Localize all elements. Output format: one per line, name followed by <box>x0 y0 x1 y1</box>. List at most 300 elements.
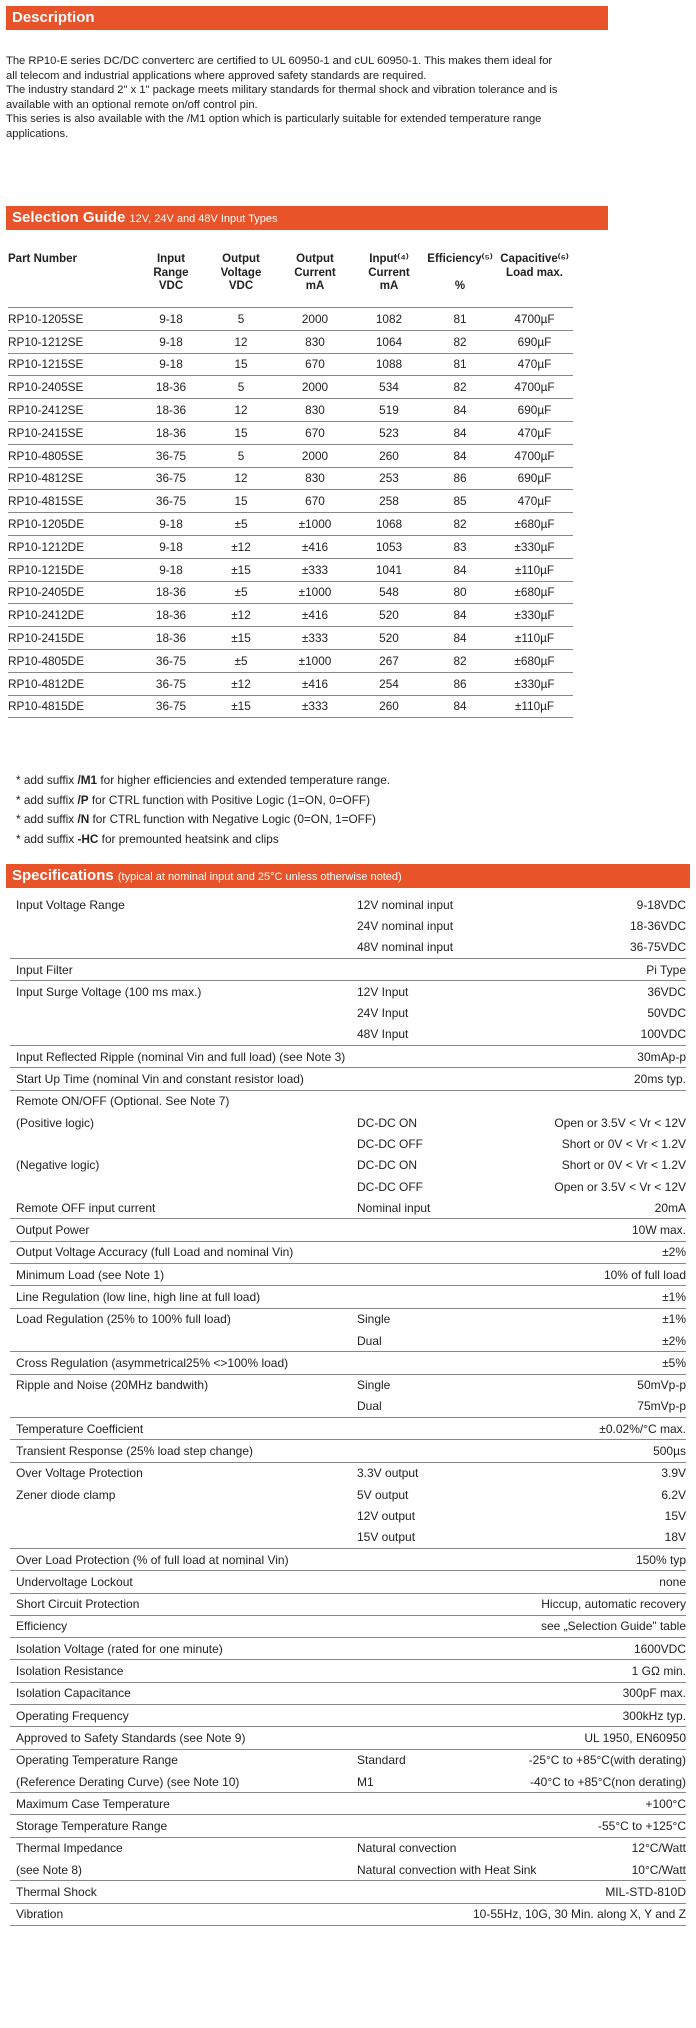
spec-line <box>10 1793 686 1814</box>
spec-condition: M1 <box>357 1774 374 1789</box>
spec-value: 30mAp-p <box>637 1049 686 1064</box>
spec-value: -25°C to +85°C(with derating) <box>528 1753 686 1768</box>
suffix-note <box>16 791 390 811</box>
specifications-subheading: (typical at nominal input and 25°C unless otherwise noted) <box>117 871 402 883</box>
spec-label: Thermal Shock <box>16 1885 97 1899</box>
note-prefix: * add suffix <box>16 831 78 846</box>
table-cell: RP10-2415SE <box>8 425 84 440</box>
spec-label: Isolation Capacitance <box>16 1686 131 1701</box>
description-text <box>6 54 606 141</box>
table-cell: 2000 <box>301 311 329 326</box>
table-cell: 267 <box>379 653 399 668</box>
spec-group <box>10 1727 686 1749</box>
spec-label: Short Circuit Protection <box>16 1597 140 1612</box>
spec-label: Cross Regulation (asymmetrical25% <>100% load) <box>16 1355 289 1370</box>
selection-guide-body <box>8 307 573 717</box>
spec-condition: 24V nominal input <box>357 918 454 933</box>
spec-line <box>10 1505 686 1526</box>
table-row <box>8 649 573 672</box>
table-cell: 519 <box>379 403 399 418</box>
spec-value: 75mVp-p <box>637 1399 686 1414</box>
table-cell: ±416 <box>301 608 329 623</box>
table-cell: 18-36 <box>155 631 187 646</box>
spec-value: 1 GΩ min. <box>631 1664 686 1679</box>
spec-group <box>10 1616 686 1638</box>
description-line: applications. <box>6 127 69 140</box>
table-cell: ±12 <box>231 539 251 554</box>
spec-value: 10W max. <box>631 1223 686 1238</box>
description-line: all telecom and industrial applications where approved safety standards are required. <box>6 69 427 82</box>
spec-group <box>10 959 686 981</box>
spec-label: (see Note 8) <box>16 1862 83 1877</box>
spec-condition: Natural convection with Heat Sink <box>357 1862 537 1877</box>
spec-condition: 15V output <box>357 1530 416 1545</box>
spec-label: Operating Temperature Range <box>16 1753 178 1768</box>
spec-label: Isolation Resistance <box>16 1664 124 1679</box>
table-cell: 36-75 <box>155 699 187 714</box>
table-cell: ±330µF <box>514 676 555 691</box>
suffix-note <box>16 830 390 850</box>
table-cell: 83 <box>453 539 467 554</box>
table-cell: 84 <box>453 448 467 463</box>
table-cell: 84 <box>453 425 467 440</box>
spec-value: ±2% <box>662 1333 686 1348</box>
spec-value: 10% of full load <box>603 1267 686 1282</box>
spec-line <box>10 1242 686 1263</box>
table-cell: 5 <box>237 448 245 463</box>
spec-label: Remote ON/OFF (Optional. See Note 7) <box>16 1094 230 1109</box>
column-header: Input Range VDC <box>153 253 189 292</box>
table-cell: 4700µF <box>514 448 555 463</box>
spec-line <box>10 1815 686 1836</box>
spec-group <box>10 981 686 1046</box>
table-cell: 18-36 <box>155 403 187 418</box>
spec-line <box>10 1091 686 1112</box>
table-cell: ±330µF <box>514 608 555 623</box>
specifications-header <box>6 864 690 888</box>
spec-value: Hiccup, automatic recovery <box>541 1597 686 1612</box>
table-cell: 2000 <box>301 380 329 395</box>
spec-group <box>10 1638 686 1660</box>
spec-label: Transient Response (25% load step change) <box>16 1444 254 1459</box>
spec-value: Open or 3.5V < Vr < 12V <box>554 1179 686 1194</box>
table-cell: 18-36 <box>155 380 187 395</box>
spec-value: 18V <box>664 1530 686 1545</box>
spec-line <box>10 1286 686 1307</box>
spec-value: 20ms typ. <box>633 1072 686 1087</box>
spec-line <box>10 1683 686 1704</box>
note-prefix: * add suffix <box>16 812 78 826</box>
table-cell: 36-75 <box>155 653 187 668</box>
table-cell: 260 <box>379 699 399 714</box>
spec-label: Start Up Time (nominal Vin and constant resistor load) <box>16 1072 304 1087</box>
spec-group <box>10 1881 686 1903</box>
description-header <box>6 6 608 30</box>
spec-group <box>10 1838 686 1882</box>
table-cell: 80 <box>453 585 467 600</box>
spec-label: Load Regulation (25% to 100% full load) <box>16 1312 231 1327</box>
spec-value: 10°C/Watt <box>631 1862 686 1877</box>
table-cell: ±416 <box>301 539 329 554</box>
spec-label: Operating Frequency <box>16 1708 129 1723</box>
table-cell: ±333 <box>301 562 329 577</box>
table-cell: ±416 <box>301 676 329 691</box>
spec-line <box>10 1616 686 1637</box>
spec-label: (Positive logic) <box>16 1115 95 1130</box>
spec-value: Short or 0V < Vr < 1.2V <box>561 1158 686 1173</box>
selection-guide-subheading: 12V, 24V and 48V Input Types <box>129 213 278 225</box>
note-text: for CTRL function with Negative Logic (0=ON, 1=OFF) <box>89 812 376 826</box>
spec-line <box>10 1330 686 1351</box>
table-cell: 830 <box>305 334 325 349</box>
column-header: Part Number <box>8 253 78 265</box>
spec-group <box>10 1242 686 1264</box>
table-cell: 82 <box>453 334 467 349</box>
spec-line <box>10 1396 686 1417</box>
spec-line <box>10 1309 686 1330</box>
spec-condition: DC-DC OFF <box>357 1136 423 1151</box>
spec-value: 300kHz typ. <box>622 1708 686 1723</box>
table-cell: 470µF <box>517 425 552 440</box>
table-cell: 4700µF <box>514 380 555 395</box>
spec-line <box>10 1112 686 1133</box>
spec-value: 18-36VDC <box>629 918 686 933</box>
table-cell: 1053 <box>375 539 403 554</box>
spec-line <box>10 1418 686 1439</box>
table-cell: 18-36 <box>155 425 187 440</box>
table-cell: 5 <box>237 380 245 395</box>
table-cell: 2000 <box>301 448 329 463</box>
spec-group <box>10 1463 686 1549</box>
table-cell: 1082 <box>375 311 403 326</box>
table-row <box>8 695 573 718</box>
spec-line <box>10 1155 686 1176</box>
spec-group <box>10 1264 686 1286</box>
note-text: for premounted heatsink and clips <box>98 831 279 846</box>
table-row <box>8 672 573 695</box>
table-cell: RP10-2405DE <box>8 585 85 600</box>
spec-line <box>10 1571 686 1592</box>
spec-condition: 3.3V output <box>357 1466 419 1481</box>
spec-line <box>10 1219 686 1240</box>
table-cell: ±5 <box>234 653 248 668</box>
table-cell: 18-36 <box>155 585 187 600</box>
spec-condition: DC-DC ON <box>357 1115 417 1130</box>
spec-value: 36-75VDC <box>629 940 686 955</box>
spec-line <box>10 1750 686 1771</box>
spec-value: none <box>659 1574 686 1589</box>
table-cell: 670 <box>305 425 325 440</box>
spec-label: Isolation Voltage (rated for one minute) <box>16 1641 223 1656</box>
spec-label: (Reference Derating Curve) (see Note 10) <box>16 1774 240 1789</box>
table-cell: 534 <box>379 380 399 395</box>
table-cell: 520 <box>379 608 399 623</box>
table-row <box>8 626 573 649</box>
spec-value: ±2% <box>662 1245 686 1260</box>
spec-value: 12°C/Watt <box>631 1841 686 1856</box>
note-prefix: * add suffix <box>16 773 78 787</box>
table-cell: ±680µF <box>514 653 555 668</box>
spec-line <box>10 1904 686 1925</box>
note-suffix-code: -HC <box>77 831 99 846</box>
table-cell: RP10-4812SE <box>8 471 84 486</box>
table-row <box>8 353 573 376</box>
specifications-table <box>10 894 686 1926</box>
note-prefix: * add suffix <box>16 792 78 807</box>
table-cell: 470µF <box>517 494 552 509</box>
spec-value: -55°C to +125°C <box>598 1819 686 1834</box>
table-cell: 36-75 <box>155 494 187 509</box>
column-header: Input⁽⁴⁾ Current mA <box>368 253 410 292</box>
spec-condition: 48V nominal input <box>357 940 454 955</box>
description-line: available with an optional remote on/off control pin. <box>6 98 258 111</box>
spec-line <box>10 1024 686 1045</box>
note-suffix-code: /N <box>77 812 90 826</box>
spec-value: 1600VDC <box>633 1641 686 1656</box>
table-row <box>8 512 573 535</box>
table-cell: ±12 <box>231 608 251 623</box>
table-cell: RP10-1215DE <box>8 562 85 577</box>
spec-label: Input Surge Voltage (100 ms max.) <box>16 984 202 999</box>
table-cell: ±1000 <box>298 653 332 668</box>
spec-line <box>10 1660 686 1681</box>
column-header: Efficiency⁽⁵⁾ % <box>427 253 493 292</box>
spec-label: Vibration <box>16 1907 64 1922</box>
spec-condition: 12V nominal input <box>357 897 454 912</box>
table-cell: ±110µF <box>514 699 555 714</box>
table-cell: 690µF <box>517 471 552 486</box>
spec-line <box>10 1463 686 1484</box>
spec-value: 3.9V <box>661 1466 686 1481</box>
table-row <box>8 603 573 626</box>
column-header: Output Current mA <box>294 253 336 292</box>
spec-group <box>10 1219 686 1241</box>
spec-value: -40°C to +85°C(non derating) <box>529 1774 686 1789</box>
table-cell: ±333 <box>301 631 329 646</box>
spec-group <box>10 1793 686 1815</box>
description-line: The RP10-E series DC/DC converterc are certified to UL 60950-1 and cUL 60950-1. This makes them ideal for <box>6 55 553 67</box>
spec-label: Output Power <box>16 1223 90 1238</box>
spec-label: Over Voltage Protection <box>16 1466 143 1481</box>
table-cell: 548 <box>379 585 399 600</box>
spec-line <box>10 1638 686 1659</box>
table-cell: 670 <box>305 357 325 372</box>
note-text: for higher efficiencies and extended temperature range. <box>97 773 391 787</box>
table-cell: 81 <box>453 357 467 372</box>
spec-line <box>10 1594 686 1615</box>
spec-value: Short or 0V < Vr < 1.2V <box>561 1136 686 1151</box>
spec-label: Output Voltage Accuracy (full Load and nominal Vin) <box>16 1245 294 1260</box>
spec-label: Ripple and Noise (20MHz bandwith) <box>16 1378 209 1393</box>
table-cell: 84 <box>453 562 467 577</box>
table-cell: RP10-1215SE <box>8 357 84 372</box>
spec-group <box>10 1046 686 1068</box>
table-cell: 36-75 <box>155 471 187 486</box>
table-cell: ±110µF <box>514 562 555 577</box>
description-line: This series is also available with the /M1 option which is particularly suitable for extended temperature range <box>6 113 542 125</box>
table-cell: 36-75 <box>155 676 187 691</box>
spec-label: Storage Temperature Range <box>16 1819 168 1834</box>
spec-line <box>10 1838 686 1859</box>
table-cell: 12 <box>234 403 248 418</box>
spec-line <box>10 1727 686 1748</box>
suffix-note <box>16 810 390 830</box>
spec-line <box>10 1197 686 1218</box>
spec-line <box>10 1352 686 1373</box>
spec-label: (Negative logic) <box>16 1158 100 1173</box>
spec-value: 150% typ <box>635 1552 686 1567</box>
table-cell: 82 <box>453 653 467 668</box>
table-cell: 84 <box>453 631 467 646</box>
table-row <box>8 467 573 490</box>
table-row <box>8 489 573 512</box>
spec-line <box>10 1068 686 1089</box>
suffix-notes <box>16 771 390 849</box>
table-cell: 84 <box>453 403 467 418</box>
spec-group <box>10 1286 686 1308</box>
table-row <box>8 535 573 558</box>
spec-line <box>10 959 686 980</box>
table-cell: 1068 <box>375 517 403 532</box>
table-cell: 86 <box>453 471 467 486</box>
spec-value: 300pF max. <box>622 1686 686 1701</box>
spec-group <box>10 1418 686 1440</box>
table-cell: 830 <box>305 403 325 418</box>
spec-group <box>10 1440 686 1462</box>
spec-value: 36VDC <box>647 984 686 999</box>
spec-line <box>10 1264 686 1285</box>
spec-group <box>10 1705 686 1727</box>
spec-value: 6.2V <box>661 1487 686 1502</box>
table-cell: RP10-2412SE <box>8 403 84 418</box>
table-cell: ±5 <box>234 517 248 532</box>
spec-label: Remote OFF input current <box>16 1200 156 1215</box>
table-cell: ±1000 <box>298 517 332 532</box>
spec-group <box>10 1571 686 1593</box>
spec-line <box>10 1375 686 1396</box>
spec-group <box>10 1068 686 1090</box>
table-cell: 1088 <box>375 357 403 372</box>
table-row <box>8 398 573 421</box>
spec-value: Pi Type <box>646 962 686 977</box>
table-row <box>8 421 573 444</box>
spec-label: Undervoltage Lockout <box>16 1574 133 1589</box>
table-cell: RP10-4815DE <box>8 699 85 714</box>
spec-condition: Dual <box>357 1333 382 1348</box>
spec-group <box>10 1352 686 1374</box>
spec-condition: 5V output <box>357 1487 409 1502</box>
table-cell: 830 <box>305 471 325 486</box>
selection-guide-heading: Selection Guide <box>12 209 126 226</box>
table-cell: ±5 <box>234 585 248 600</box>
description-line: The industry standard 2" x 1" package meets military standards for thermal shock and vibration tolerance and is <box>6 84 558 96</box>
spec-value: 9-18VDC <box>636 897 686 912</box>
spec-value: 50mVp-p <box>637 1378 686 1393</box>
spec-condition: Single <box>357 1312 391 1327</box>
table-cell: 9-18 <box>159 357 183 372</box>
spec-condition: Single <box>357 1378 391 1393</box>
table-cell: 9-18 <box>159 311 183 326</box>
spec-value: ±5% <box>662 1355 686 1370</box>
table-cell: 12 <box>234 471 248 486</box>
table-cell: 18-36 <box>155 608 187 623</box>
table-cell: 470µF <box>517 357 552 372</box>
spec-line <box>10 1859 686 1880</box>
table-cell: 520 <box>379 631 399 646</box>
table-cell: RP10-4805DE <box>8 653 85 668</box>
table-row <box>8 375 573 398</box>
spec-line <box>10 1176 686 1197</box>
table-row <box>8 330 573 353</box>
table-cell: 690µF <box>517 334 552 349</box>
spec-group <box>10 1660 686 1682</box>
table-cell: RP10-1205SE <box>8 311 84 326</box>
table-cell: 690µF <box>517 403 552 418</box>
table-cell: ±15 <box>231 699 251 714</box>
table-cell: 9-18 <box>159 562 183 577</box>
table-cell: 15 <box>234 494 248 509</box>
spec-value: ±1% <box>662 1312 686 1327</box>
spec-value: ±0.02%/°C max. <box>599 1421 686 1436</box>
column-header: Output Voltage VDC <box>220 253 262 292</box>
spec-label: Over Load Protection (% of full load at nominal Vin) <box>16 1552 289 1567</box>
spec-condition: 48V Input <box>357 1027 409 1042</box>
selection-guide-header-row <box>8 253 573 307</box>
spec-value: 50VDC <box>647 1006 686 1021</box>
table-cell: ±15 <box>231 562 251 577</box>
spec-line <box>10 1771 686 1792</box>
spec-group <box>10 1815 686 1837</box>
spec-group <box>10 1750 686 1794</box>
spec-label: Efficiency <box>16 1619 68 1634</box>
table-cell: ±333 <box>301 699 329 714</box>
table-cell: RP10-2405SE <box>8 380 84 395</box>
note-text: for CTRL function with Positive Logic (1=ON, 0=OFF) <box>88 792 371 807</box>
spec-condition: 12V output <box>357 1508 416 1523</box>
table-cell: 254 <box>379 676 399 691</box>
table-cell: 258 <box>379 494 399 509</box>
table-cell: RP10-2412DE <box>8 608 85 623</box>
spec-group <box>10 1594 686 1616</box>
table-cell: ±15 <box>231 631 251 646</box>
table-cell: 15 <box>234 357 248 372</box>
suffix-note <box>16 771 390 791</box>
table-cell: 670 <box>305 494 325 509</box>
spec-condition: 24V Input <box>357 1006 409 1021</box>
table-cell: 260 <box>379 448 399 463</box>
spec-group <box>10 1309 686 1353</box>
table-cell: 12 <box>234 334 248 349</box>
table-cell: ±12 <box>231 676 251 691</box>
table-cell: RP10-4815SE <box>8 494 84 509</box>
spec-line <box>10 1881 686 1902</box>
table-cell: 9-18 <box>159 517 183 532</box>
spec-value: 20mA <box>654 1200 686 1215</box>
spec-line <box>10 1705 686 1726</box>
table-cell: RP10-1212DE <box>8 539 85 554</box>
spec-label: Input Filter <box>16 962 73 977</box>
spec-value: ±1% <box>662 1289 686 1304</box>
table-cell: RP10-1205DE <box>8 517 85 532</box>
table-cell: ±680µF <box>514 585 555 600</box>
note-suffix-code: /P <box>77 792 89 807</box>
table-row <box>8 444 573 467</box>
spec-line <box>10 1002 686 1023</box>
table-cell: 9-18 <box>159 334 183 349</box>
spec-value: UL 1950, EN60950 <box>584 1730 686 1745</box>
spec-line <box>10 1484 686 1505</box>
table-cell: ±1000 <box>298 585 332 600</box>
